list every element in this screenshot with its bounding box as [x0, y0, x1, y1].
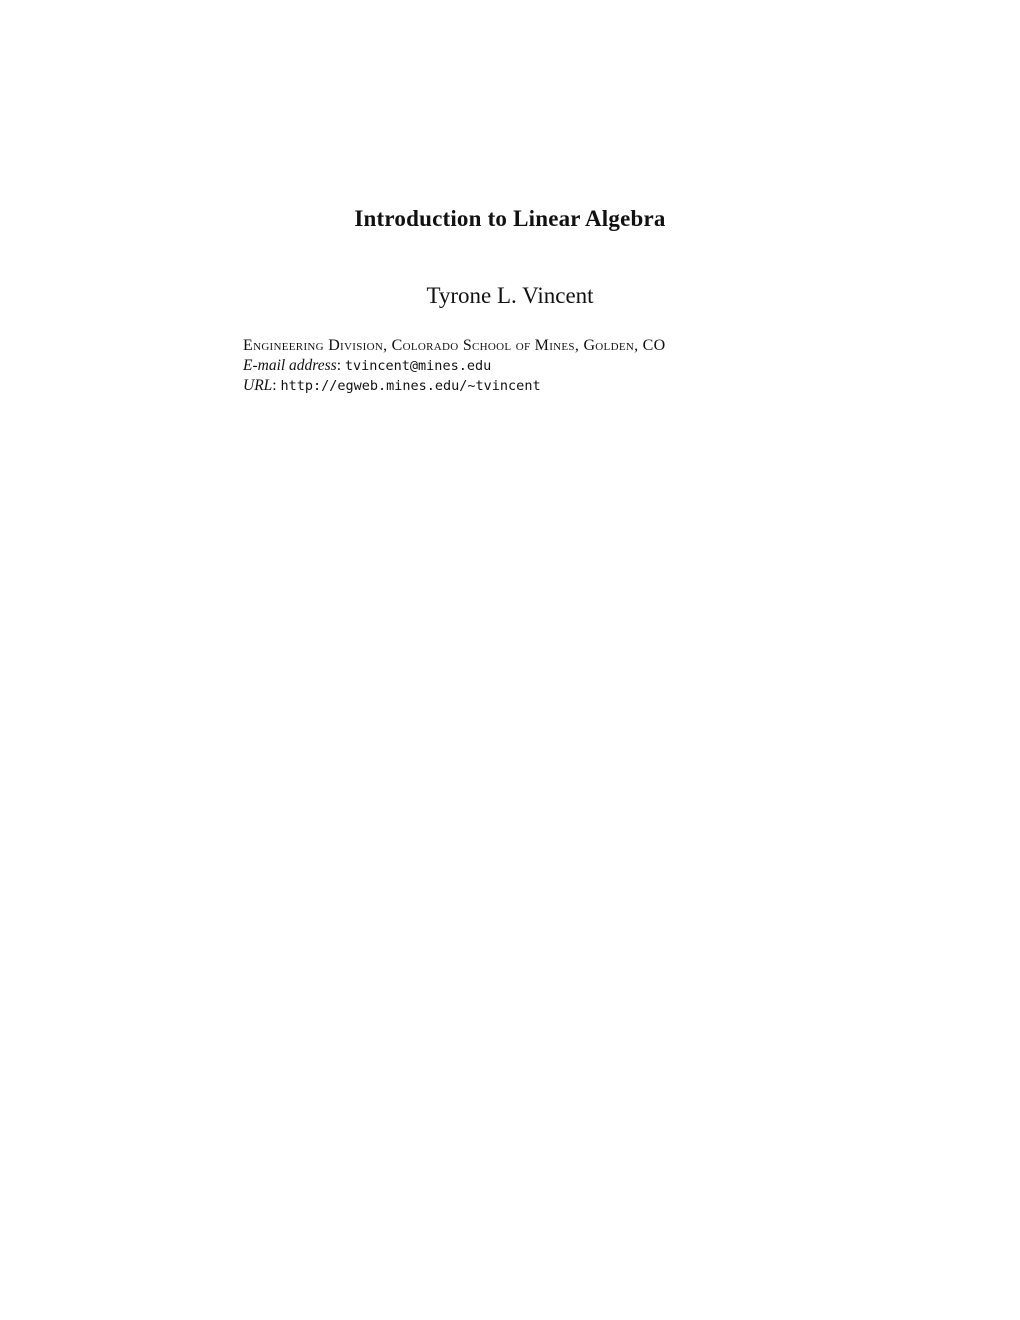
- author-name: Tyrone L. Vincent: [426, 283, 594, 308]
- email-address[interactable]: tvincent@mines.edu: [344, 358, 492, 374]
- url-link[interactable]: http://egweb.mines.edu/~tvincent: [280, 378, 541, 394]
- url-colon: :: [272, 377, 281, 394]
- affiliation: Engineering Division, Colorado School of Mines, Golden, CO: [243, 337, 666, 354]
- url-label: URL: [243, 377, 273, 394]
- document-title: Introduction to Linear Algebra: [354, 206, 666, 231]
- email-line: [243, 356, 883, 376]
- email-colon: :: [336, 357, 345, 374]
- email-label: E-mail address: [243, 357, 337, 374]
- author-contact-block: [243, 336, 883, 396]
- url-line: [243, 376, 883, 396]
